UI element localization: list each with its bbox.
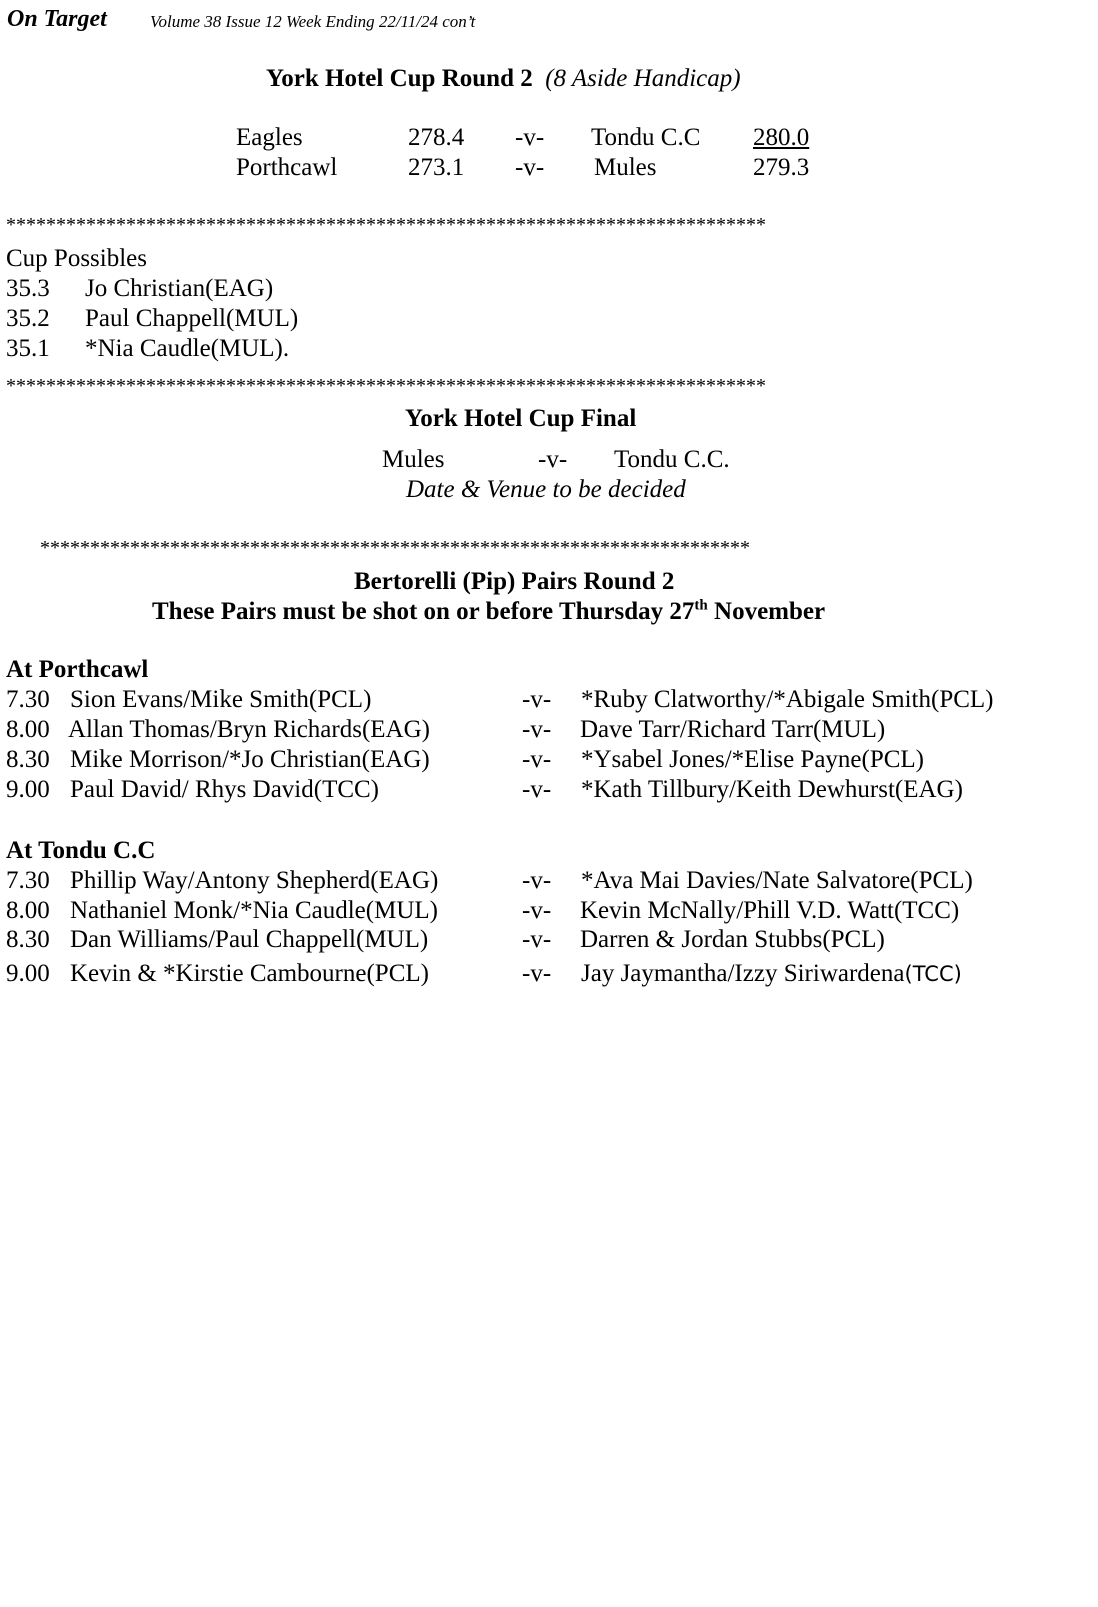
round2-title xyxy=(266,65,741,93)
separator-1: **************************************************************************** xyxy=(6,214,766,236)
possible-2-score: 35.2 xyxy=(6,305,50,332)
pairs-deadline-text: These Pairs must be shot on or before Thursday 27 xyxy=(152,598,695,625)
v2-m4-away-club: (TCC) xyxy=(904,962,962,986)
final-home: Mules xyxy=(382,446,445,473)
pairs-deadline-ordinal: th xyxy=(694,597,708,614)
v2-m2-time: 8.00 xyxy=(6,897,50,924)
v1-m4-vs: -v- xyxy=(522,776,552,803)
round2-match-1-vs: -v- xyxy=(515,124,545,151)
v2-m4-away xyxy=(581,960,962,988)
round2-match-2-vs: -v- xyxy=(515,154,545,181)
v2-m1-home: Phillip Way/Antony Shepherd(EAG) xyxy=(70,867,439,894)
v1-m1-away: *Ruby Clatworthy/*Abigale Smith(PCL) xyxy=(581,686,994,713)
v1-m4-away: *Kath Tillbury/Keith Dewhurst(EAG) xyxy=(581,776,963,803)
v2-m4-time: 9.00 xyxy=(6,960,50,987)
v1-m1-time: 7.30 xyxy=(6,686,50,713)
possible-3-name: *Nia Caudle(MUL). xyxy=(85,335,290,362)
v2-m2-away: Kevin McNally/Phill V.D. Watt(TCC) xyxy=(580,897,960,924)
v2-m4-away-names: Jay Jaymantha/Izzy Siriwardena xyxy=(581,960,905,987)
v2-m1-time: 7.30 xyxy=(6,867,50,894)
v1-m3-away: *Ysabel Jones/*Elise Payne(PCL) xyxy=(581,746,925,773)
separator-2: **************************************************************************** xyxy=(6,375,766,397)
v2-m1-vs: -v- xyxy=(522,867,552,894)
v2-m3-time: 8.30 xyxy=(6,926,50,953)
v1-m2-home: Allan Thomas/Bryn Richards(EAG) xyxy=(68,716,430,743)
separator-3: *********************************************************************** xyxy=(40,537,750,559)
v2-m3-away: Darren & Jordan Stubbs(PCL) xyxy=(580,926,885,953)
v2-m2-vs: -v- xyxy=(522,897,552,924)
v1-m1-home: Sion Evans/Mike Smith(PCL) xyxy=(70,686,372,713)
pairs-deadline xyxy=(152,598,825,626)
possible-1-score: 35.3 xyxy=(6,275,50,302)
round2-title-text: York Hotel Cup Round 2 xyxy=(266,65,533,92)
round2-match-1-home: Eagles xyxy=(236,124,303,151)
final-note: Date & Venue to be decided xyxy=(406,476,686,503)
volume-line: Volume 38 Issue 12 Week Ending 22/11/24 con’t xyxy=(150,12,476,31)
v2-m3-vs: -v- xyxy=(522,926,552,953)
possible-1-name: Jo Christian(EAG) xyxy=(85,275,274,302)
v1-m2-vs: -v- xyxy=(522,716,552,743)
v1-m3-time: 8.30 xyxy=(6,746,50,773)
final-vs: -v- xyxy=(538,446,568,473)
v1-m4-time: 9.00 xyxy=(6,776,50,803)
v1-m1-vs: -v- xyxy=(522,686,552,713)
v2-m1-away: *Ava Mai Davies/Nate Salvatore(PCL) xyxy=(581,867,973,894)
pairs-deadline-month: November xyxy=(707,598,826,625)
round2-match-2-away: Mules xyxy=(594,154,657,181)
publication-name: On Target xyxy=(7,6,107,32)
final-away: Tondu C.C. xyxy=(614,446,730,473)
v1-m4-home: Paul David/ Rhys David(TCC) xyxy=(70,776,380,803)
v2-m3-home: Dan Williams/Paul Chappell(MUL) xyxy=(70,926,429,953)
v1-m2-time: 8.00 xyxy=(6,716,50,743)
v2-m2-home: Nathaniel Monk/*Nia Caudle(MUL) xyxy=(70,897,438,924)
v1-m3-vs: -v- xyxy=(522,746,552,773)
v1-m2-away: Dave Tarr/Richard Tarr(MUL) xyxy=(580,716,886,743)
possibles-title: Cup Possibles xyxy=(6,245,148,272)
venue-2-title: At Tondu C.C xyxy=(6,837,156,864)
round2-match-2-home-score: 273.1 xyxy=(408,154,465,181)
round2-match-1-home-score: 278.4 xyxy=(408,124,465,151)
pairs-title: Bertorelli (Pip) Pairs Round 2 xyxy=(354,568,675,595)
round2-match-2-away-score: 279.3 xyxy=(753,154,810,181)
round2-subtitle: (8 Aside Handicap) xyxy=(545,65,741,92)
possible-3-score: 35.1 xyxy=(6,335,50,362)
v2-m4-home: Kevin & *Kirstie Cambourne(PCL) xyxy=(70,960,429,987)
v1-m3-home: Mike Morrison/*Jo Christian(EAG) xyxy=(70,746,430,773)
round2-match-2-home: Porthcawl xyxy=(236,154,338,181)
round2-match-1-away-score: 280.0 xyxy=(753,124,810,151)
venue-1-title: At Porthcawl xyxy=(6,656,149,683)
round2-match-1-away: Tondu C.C xyxy=(591,124,701,151)
v2-m4-vs: -v- xyxy=(522,960,552,987)
final-title: York Hotel Cup Final xyxy=(405,405,637,432)
possible-2-name: Paul Chappell(MUL) xyxy=(85,305,299,332)
